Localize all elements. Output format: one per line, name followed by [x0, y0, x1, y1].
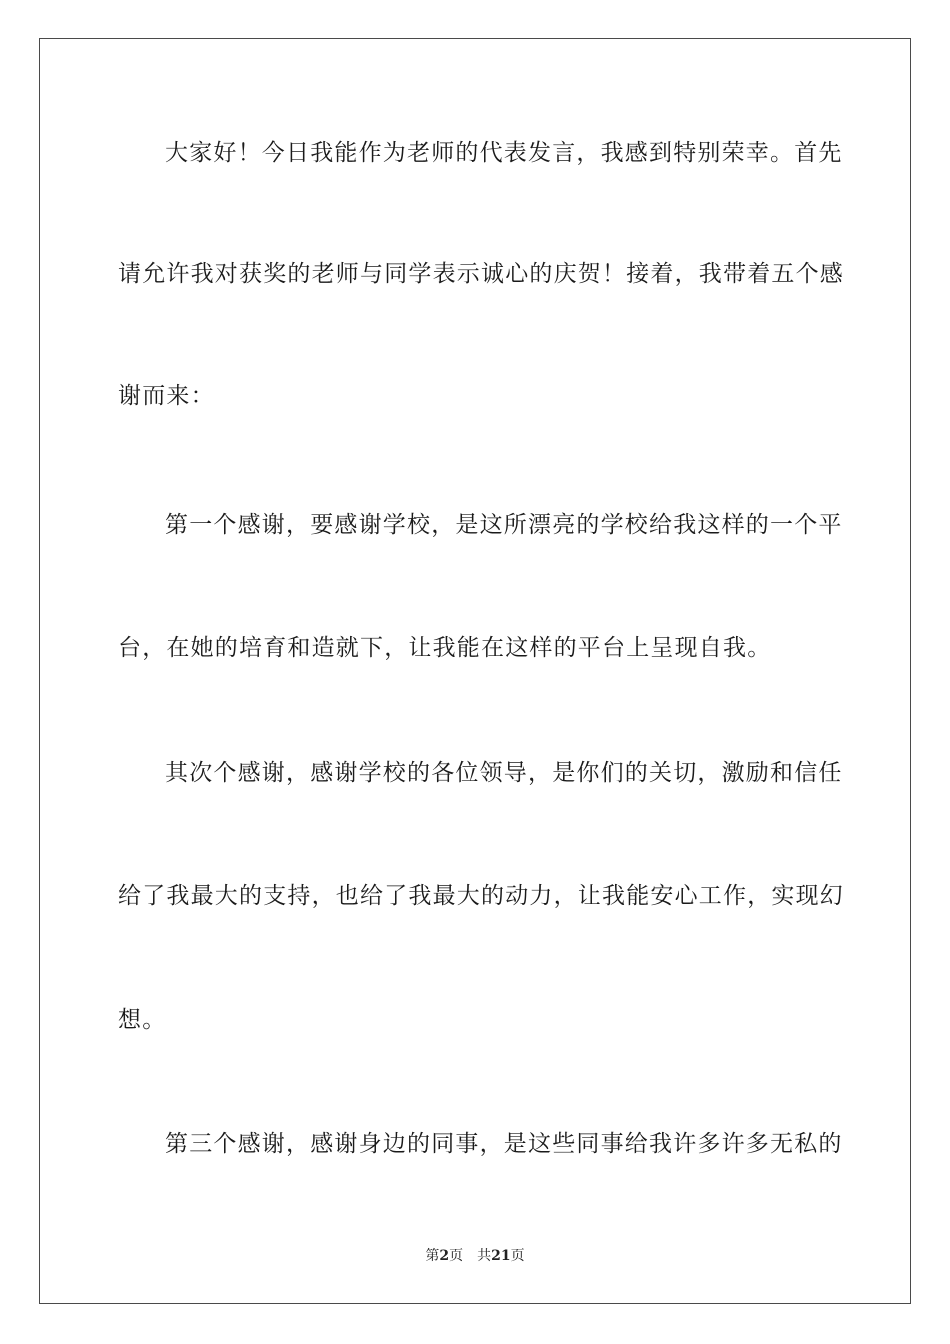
total-prefix: 共 [477, 1248, 492, 1264]
text-line: 第一个感谢，要感谢学校，是这所漂亮的学校给我这样的一个平 [165, 512, 843, 538]
text-line: 想。 [118, 1007, 167, 1033]
text-line: 给了我最大的支持，也给了我最大的动力，让我能安心工作，实现幻 [118, 883, 844, 909]
page-mid: 页 [449, 1248, 464, 1264]
page-frame [39, 38, 911, 1304]
text-line: 其次个感谢，感谢学校的各位领导，是你们的关切，激励和信任 [165, 760, 843, 786]
text-line: 请允许我对获奖的老师与同学表示诚心的庆贺！接着，我带着五个感 [118, 261, 844, 287]
page-current: 2 [439, 1248, 450, 1264]
page-footer [0, 1247, 950, 1265]
text-line: 大家好！今日我能作为老师的代表发言，我感到特别荣幸。首先 [165, 140, 843, 166]
page-prefix: 第 [425, 1248, 440, 1264]
text-line: 谢而来： [118, 383, 215, 409]
text-line: 台，在她的培育和造就下，让我能在这样的平台上呈现自我。 [118, 635, 772, 661]
page-total: 21 [491, 1248, 511, 1264]
total-suffix: 页 [510, 1248, 525, 1264]
text-line: 第三个感谢，感谢身边的同事，是这些同事给我许多许多无私的 [165, 1131, 843, 1157]
